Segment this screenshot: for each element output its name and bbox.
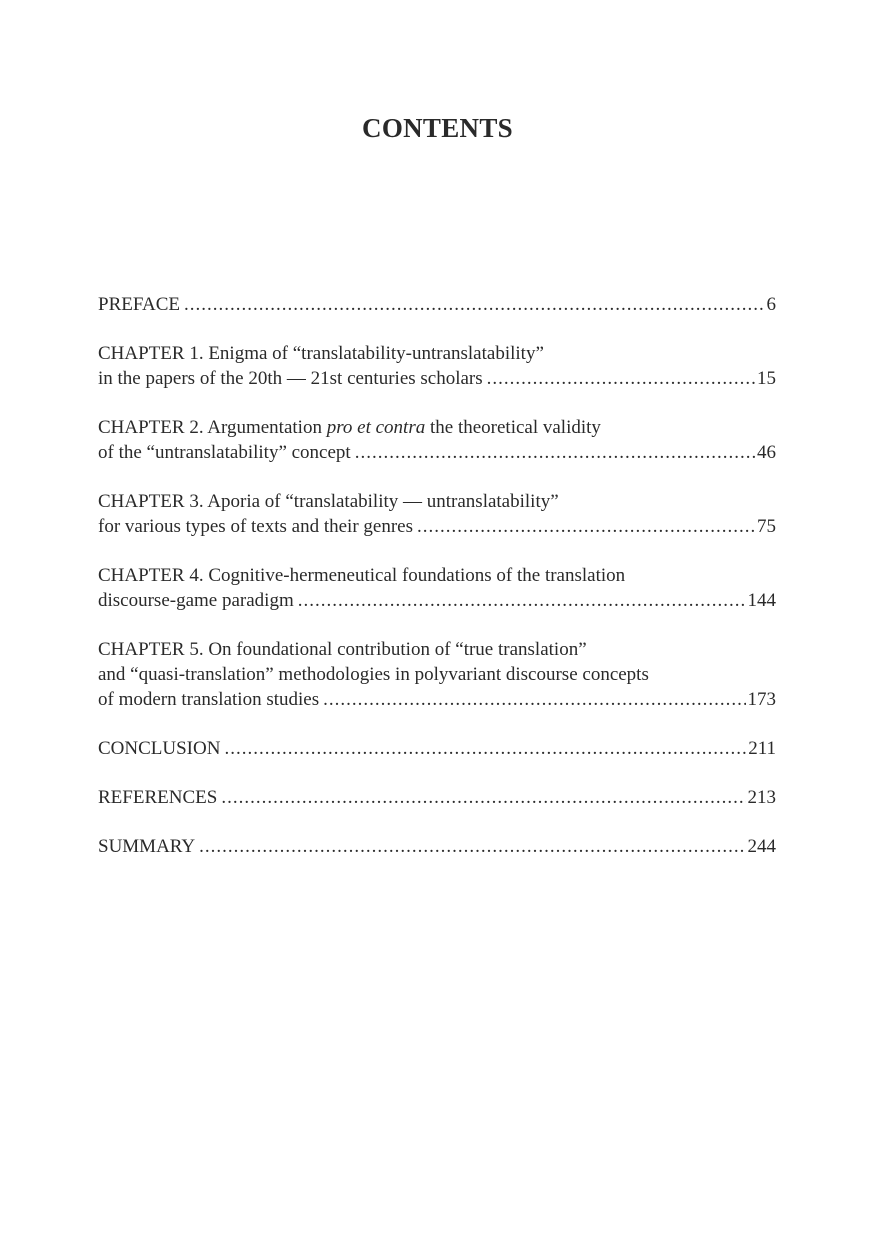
toc-page-number: 144: [747, 590, 776, 611]
dot-leader: [355, 440, 755, 465]
dot-leader: [224, 736, 746, 761]
toc-entry-chapter-1[interactable]: [98, 341, 776, 391]
dot-leader: [199, 834, 745, 859]
italic-phrase: pro et contra: [326, 417, 426, 438]
dot-leader: [221, 785, 745, 810]
toc-entry-label-continued: in the papers of the 20th — 21st centuries scholars: [98, 368, 483, 389]
dot-leader: [487, 366, 755, 391]
toc-entry-label: CHAPTER 4. Cognitive-hermeneutical foundations of the translation: [98, 565, 626, 586]
toc-entry-label: REFERENCES: [98, 787, 218, 808]
toc-entry-chapter-5[interactable]: [98, 637, 776, 712]
toc-entry-conclusion[interactable]: [98, 736, 776, 761]
toc-entry-label-continued: and “quasi-translation” methodologies in polyvariant discourse concepts: [98, 664, 649, 685]
dot-leader: [323, 687, 745, 712]
toc-entry-label: PREFACE: [98, 294, 181, 315]
toc-page-number: 46: [757, 442, 776, 463]
dot-leader: [298, 588, 746, 613]
toc-entry-label: CONCLUSION: [98, 738, 221, 759]
toc-page-number: 211: [748, 738, 776, 759]
toc-entry-label-continued: of the “untranslatability” concept: [98, 442, 351, 463]
toc-page-number: 15: [757, 368, 776, 389]
toc-entry-preface[interactable]: [98, 292, 776, 317]
toc-entry-chapter-4[interactable]: [98, 563, 776, 613]
toc-entry-label: CHAPTER 2. Argumentation pro et contra the theoretical validity: [98, 417, 601, 438]
toc-entry-summary[interactable]: [98, 834, 776, 859]
page-title: CONTENTS: [362, 113, 513, 143]
toc-page-number: 75: [757, 516, 776, 537]
toc-entry-chapter-3[interactable]: [98, 489, 776, 539]
toc-page-number: 244: [747, 836, 776, 857]
toc-entry-label: SUMMARY: [98, 836, 196, 857]
toc-entry-label-continued: discourse-game paradigm: [98, 590, 294, 611]
toc-page-number: 213: [747, 787, 776, 808]
toc-page-number: 173: [747, 689, 776, 710]
toc-entry-references[interactable]: [98, 785, 776, 810]
toc-entry-label: CHAPTER 5. On foundational contribution of “true translation”: [98, 639, 587, 660]
toc-entry-label: CHAPTER 3. Aporia of “translatability — untranslatability”: [98, 491, 559, 512]
toc-entry-label-continued: for various types of texts and their genres: [98, 516, 413, 537]
toc-page-number: 6: [766, 294, 776, 315]
toc-entry-label-continued: of modern translation studies: [98, 689, 320, 710]
table-of-contents: [98, 292, 776, 883]
toc-entry-label: CHAPTER 1. Enigma of “translatability-untranslatability”: [98, 343, 544, 364]
toc-entry-chapter-2[interactable]: [98, 415, 776, 465]
dot-leader: [184, 292, 764, 317]
dot-leader: [417, 514, 755, 539]
